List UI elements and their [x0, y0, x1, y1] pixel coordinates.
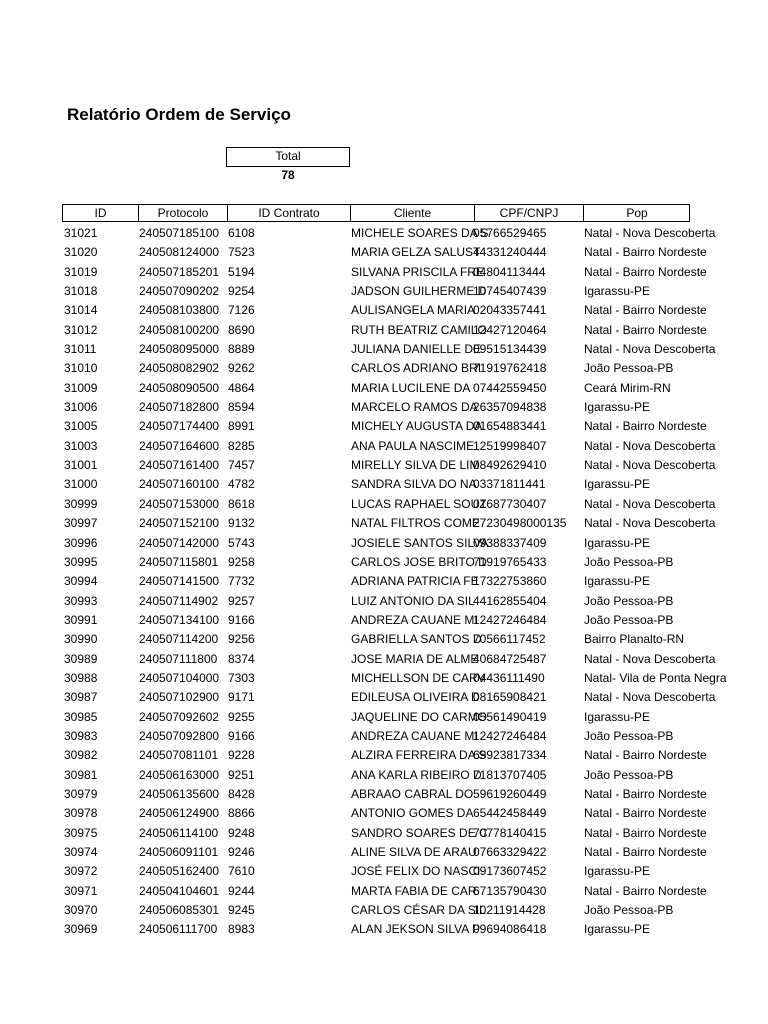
cell-protocolo: 240507111800	[139, 651, 218, 666]
cell-protocolo: 240508124000	[139, 245, 220, 260]
cell-protocolo: 240507092602	[139, 709, 220, 724]
table-row	[0, 534, 768, 553]
cell-cpf-cnpj: 70566117452	[473, 632, 546, 647]
cell-id: 31018	[64, 284, 98, 299]
cell-id: 31011	[64, 342, 97, 357]
cell-id: 31009	[64, 380, 98, 395]
cell-id-contrato: 9132	[228, 516, 255, 531]
cell-id: 31019	[64, 264, 98, 279]
cell-pop: Natal- Vila de Ponta Negra	[584, 670, 727, 685]
cell-cliente: ABRAAO CABRAL DO	[351, 786, 474, 801]
cell-cpf-cnpj: 09694086418	[473, 922, 547, 937]
cell-id: 30969	[64, 922, 98, 937]
cell-id-contrato: 9246	[228, 845, 255, 859]
cell-id-contrato: 7303	[228, 670, 255, 685]
cell-pop: João Pessoa-PB	[584, 767, 674, 782]
cell-id-contrato: 9257	[228, 593, 255, 608]
cell-protocolo: 240508090500	[139, 380, 220, 395]
cell-id: 30985	[64, 709, 98, 724]
cell-cpf-cnpj: 09388337409	[473, 535, 547, 550]
header-cliente: Cliente	[350, 205, 474, 221]
report-title: Relatório Ordem de Serviço	[67, 105, 291, 124]
table-row	[0, 862, 768, 881]
table-row	[0, 592, 768, 611]
cell-cliente: ADRIANA PATRICIA FE	[351, 574, 479, 589]
cell-protocolo: 240506091101	[139, 845, 219, 859]
cell-cpf-cnpj: 71919765433	[473, 554, 547, 569]
cell-id-contrato: 7523	[228, 245, 255, 260]
cell-id: 30981	[64, 767, 98, 782]
table-row	[0, 611, 768, 630]
cell-protocolo: 240507114200	[139, 632, 219, 647]
cell-cpf-cnpj: 09515134439	[473, 342, 547, 357]
cell-id: 31014	[64, 303, 98, 318]
cell-protocolo: 240507152100	[139, 516, 220, 531]
cell-protocolo: 240507141500	[139, 574, 220, 589]
table-row	[0, 804, 768, 823]
cell-protocolo: 240507081101	[139, 748, 219, 763]
cell-id-contrato: 9248	[228, 825, 255, 840]
table-row	[0, 456, 768, 475]
cell-cliente: MICHELE SOARES DA S	[351, 226, 489, 240]
cell-id: 30988	[64, 670, 98, 685]
cell-pop: Natal - Bairro Nordeste	[584, 322, 707, 337]
table-row	[0, 340, 768, 359]
cell-protocolo: 240507134100	[139, 612, 220, 627]
cell-cpf-cnpj: 40684725487	[473, 651, 547, 666]
cell-id: 30996	[64, 535, 98, 550]
cell-cliente: RUTH BEATRIZ CAMILO	[351, 322, 487, 337]
cell-cliente: MICHELY AUGUSTA DA	[351, 419, 483, 434]
cell-pop: Igarassu-PE	[584, 284, 651, 299]
table-row	[0, 766, 768, 785]
table-row	[0, 650, 768, 669]
cell-id: 31000	[64, 477, 98, 492]
cell-cpf-cnpj: 27230498000135	[473, 516, 567, 531]
cell-cliente: JOSIELE SANTOS SILVA	[351, 535, 489, 550]
table-row	[0, 843, 768, 862]
cell-id-contrato: 4864	[228, 380, 255, 395]
table-row	[0, 437, 768, 456]
cell-cliente: MARIA GELZA SALUST	[351, 245, 481, 260]
header-protocolo: Protocolo	[138, 205, 227, 221]
total-label: Total	[275, 149, 301, 163]
table-row	[0, 688, 768, 707]
table-row	[0, 379, 768, 398]
cell-cliente: JADSON GUILHERME D	[351, 284, 487, 299]
cell-cliente: CARLOS JOSE BRITO D	[351, 554, 487, 569]
cell-cpf-cnpj: 07663329422	[473, 845, 547, 859]
table-row	[0, 282, 768, 301]
cell-cpf-cnpj: 69923817334	[473, 748, 547, 763]
cell-protocolo: 240506114100	[139, 825, 219, 840]
cell-cliente: ANTONIO GOMES DA	[351, 806, 474, 821]
cell-cliente: EDILEUSA OLIVEIRA D	[351, 690, 480, 705]
cell-id: 30982	[64, 748, 98, 763]
cell-protocolo: 240507092800	[139, 728, 220, 743]
cell-pop: Natal - Bairro Nordeste	[584, 786, 707, 801]
cell-id-contrato: 8285	[228, 438, 255, 453]
cell-pop: Natal - Bairro Nordeste	[584, 845, 707, 859]
cell-protocolo: 240507114902	[139, 593, 219, 608]
cell-cliente: MARCELO RAMOS DA	[351, 400, 478, 415]
cell-pop: Ceará Mirim-RN	[584, 380, 671, 395]
cell-protocolo: 240507174400	[139, 419, 220, 434]
table-header	[62, 204, 690, 222]
cell-id: 30972	[64, 864, 98, 879]
cell-cpf-cnpj: 02043357441	[473, 303, 547, 318]
cell-cpf-cnpj: 44331240444	[473, 245, 547, 260]
cell-cliente: JULIANA DANIELLE DE	[351, 342, 482, 357]
cell-id: 30979	[64, 786, 98, 801]
cell-protocolo: 240507102900	[139, 690, 220, 705]
cell-protocolo: 240506111700	[139, 922, 218, 937]
cell-protocolo: 240507104000	[139, 670, 220, 685]
cell-cpf-cnpj: 05766529465	[473, 226, 547, 240]
cell-cliente: LUIZ ANTONIO DA SIL	[351, 593, 475, 608]
cell-pop: João Pessoa-PB	[584, 593, 674, 608]
cell-id-contrato: 7126	[228, 303, 255, 318]
cell-id: 30994	[64, 574, 98, 589]
cell-id-contrato: 8866	[228, 806, 255, 821]
cell-cpf-cnpj: 05561490419	[473, 709, 547, 724]
cell-cpf-cnpj: 59619260449	[473, 786, 547, 801]
cell-pop: Igarassu-PE	[584, 864, 651, 879]
cell-cliente: ANDREZA CAUANE MI	[351, 612, 478, 627]
cell-pop: Natal - Nova Descoberta	[584, 458, 716, 473]
cell-id-contrato: 5194	[228, 264, 255, 279]
cell-pop: Igarassu-PE	[584, 477, 651, 492]
cell-id-contrato: 9166	[228, 612, 255, 627]
table-row	[0, 224, 768, 243]
table-row	[0, 301, 768, 320]
cell-pop: Natal - Bairro Nordeste	[584, 264, 707, 279]
table-row	[0, 321, 768, 340]
cell-protocolo: 240507142000	[139, 535, 220, 550]
cell-protocolo: 240506135600	[139, 786, 220, 801]
cell-id-contrato: 9171	[228, 690, 255, 705]
cell-id-contrato: 6108	[228, 226, 255, 240]
cell-id-contrato: 8618	[228, 496, 255, 511]
cell-id: 30990	[64, 632, 98, 647]
cell-pop: Natal - Bairro Nordeste	[584, 748, 707, 763]
cell-cpf-cnpj: 12519998407	[473, 438, 547, 453]
cell-protocolo: 240507185201	[139, 264, 220, 279]
cell-pop: Natal - Nova Descoberta	[584, 342, 716, 357]
cell-id: 30999	[64, 496, 98, 511]
table-row	[0, 785, 768, 804]
cell-cliente: JOSÉ FELIX DO NASCI	[351, 864, 481, 879]
cell-id-contrato: 9166	[228, 728, 255, 743]
table-row	[0, 746, 768, 765]
cell-cliente: MICHELLSON DE CARV	[351, 670, 486, 685]
cell-pop: Igarassu-PE	[584, 922, 651, 937]
cell-cliente: SANDRA SILVA DO NA	[351, 477, 477, 492]
cell-protocolo: 240507160100	[139, 477, 220, 492]
cell-id-contrato: 9254	[228, 284, 255, 299]
table-row	[0, 727, 768, 746]
cell-id-contrato: 8374	[228, 651, 255, 666]
cell-id: 30974	[64, 845, 98, 859]
cell-cpf-cnpj: 65442458449	[473, 806, 547, 821]
table-row	[0, 669, 768, 688]
cell-pop: João Pessoa-PB	[584, 612, 674, 627]
cell-id-contrato: 7610	[228, 864, 255, 879]
cell-cpf-cnpj: 01654883441	[473, 419, 547, 434]
cell-cliente: AULISANGELA MARIA	[351, 303, 476, 318]
cell-protocolo: 240507185100	[139, 226, 220, 240]
cell-id: 30971	[64, 883, 98, 898]
cell-protocolo: 240506085301	[139, 903, 220, 918]
cell-id-contrato: 7732	[228, 574, 255, 589]
total-value: 78	[281, 168, 295, 182]
cell-id-contrato: 5743	[228, 535, 255, 550]
table-row	[0, 263, 768, 282]
table-row	[0, 630, 768, 649]
table-row	[0, 398, 768, 417]
cell-cliente: ALAN JEKSON SILVA P	[351, 922, 480, 937]
cell-id-contrato: 9244	[228, 883, 255, 898]
cell-cliente: ALZIRA FERREIRA DA S	[351, 748, 487, 763]
cell-protocolo: 240508095000	[139, 342, 220, 357]
table-row	[0, 553, 768, 572]
cell-protocolo: 240508100200	[139, 322, 220, 337]
cell-protocolo: 240506163000	[139, 767, 220, 782]
cell-id: 30970	[64, 903, 98, 918]
cell-id: 30975	[64, 825, 98, 840]
cell-pop: Natal - Bairro Nordeste	[584, 303, 707, 318]
cell-id-contrato: 8594	[228, 400, 255, 415]
cell-cpf-cnpj: 08165908421	[473, 690, 547, 705]
table-row	[0, 882, 768, 901]
cell-cpf-cnpj: 12427120464	[473, 322, 547, 337]
cell-cliente: NATAL FILTROS COME	[351, 516, 480, 531]
cell-pop: Natal - Bairro Nordeste	[584, 825, 707, 840]
cell-pop: Igarassu-PE	[584, 535, 651, 550]
cell-cpf-cnpj: 10211914428	[473, 903, 546, 918]
cell-cpf-cnpj: 07442559450	[473, 380, 547, 395]
cell-protocolo: 240507161400	[139, 458, 220, 473]
cell-pop: Igarassu-PE	[584, 574, 651, 589]
cell-pop: Natal - Bairro Nordeste	[584, 883, 707, 898]
cell-pop: Natal - Bairro Nordeste	[584, 806, 707, 821]
cell-id: 31005	[64, 419, 98, 434]
cell-id: 31003	[64, 438, 98, 453]
cell-pop: Natal - Nova Descoberta	[584, 226, 716, 240]
cell-cliente: ANA PAULA NASCIME	[351, 438, 475, 453]
cell-cpf-cnpj: 44162855404	[473, 593, 547, 608]
cell-pop: Natal - Nova Descoberta	[584, 516, 716, 531]
cell-pop: Natal - Nova Descoberta	[584, 690, 716, 705]
cell-cpf-cnpj: 08492629410	[473, 458, 547, 473]
cell-cpf-cnpj: 04804113444	[473, 264, 546, 279]
cell-cliente: SANDRO SOARES DE C	[351, 825, 488, 840]
cell-pop: Natal - Nova Descoberta	[584, 438, 716, 453]
cell-id: 31012	[64, 322, 98, 337]
cell-cpf-cnpj: 71919762418	[473, 361, 547, 376]
cell-protocolo: 240508082902	[139, 361, 220, 376]
cell-cpf-cnpj: 04436111490	[473, 670, 545, 685]
header-id: ID	[94, 206, 107, 220]
cell-id-contrato: 8991	[228, 419, 255, 434]
cell-id: 30989	[64, 651, 98, 666]
cell-cpf-cnpj: 09173607452	[473, 864, 547, 879]
cell-cliente: GABRIELLA SANTOS D	[351, 632, 482, 647]
table-row	[0, 514, 768, 533]
cell-cpf-cnpj: 71813707405	[473, 767, 547, 782]
cell-pop: João Pessoa-PB	[584, 554, 674, 569]
table-row	[0, 417, 768, 436]
cell-id: 30997	[64, 516, 98, 531]
cell-id-contrato: 7457	[228, 458, 255, 473]
cell-cliente: LUCAS RAPHAEL SOUZ	[351, 496, 487, 511]
cell-id-contrato: 9228	[228, 748, 255, 763]
cell-id-contrato: 9245	[228, 903, 255, 918]
cell-cliente: SILVANA PRISCILA FRE	[351, 264, 484, 279]
cell-cpf-cnpj: 67135790430	[473, 883, 547, 898]
cell-protocolo: 240507164600	[139, 438, 220, 453]
cell-cpf-cnpj: 10745407439	[473, 284, 547, 299]
table-row	[0, 824, 768, 843]
table-body	[0, 224, 768, 940]
table-row	[0, 475, 768, 494]
cell-pop: Igarassu-PE	[584, 400, 651, 415]
cell-id: 30987	[64, 690, 98, 705]
cell-cpf-cnpj: 12427246484	[473, 612, 547, 627]
cell-id-contrato: 9255	[228, 709, 255, 724]
cell-id-contrato: 9258	[228, 554, 255, 569]
cell-cliente: MARIA LUCILENE DA	[351, 380, 471, 395]
cell-pop: Natal - Nova Descoberta	[584, 496, 716, 511]
cell-id: 31006	[64, 400, 98, 415]
cell-cliente: MARTA FABIA DE CAR	[351, 883, 477, 898]
table-row	[0, 920, 768, 939]
cell-id: 30983	[64, 728, 98, 743]
header-id-contrato: ID Contrato	[227, 205, 350, 221]
cell-id: 31001	[64, 458, 98, 473]
table-row	[0, 572, 768, 591]
cell-cpf-cnpj: 12427246484	[473, 728, 547, 743]
cell-cliente: ALINE SILVA DE ARAU	[351, 845, 477, 859]
cell-cliente: ANA KARLA RIBEIRO D	[351, 767, 482, 782]
header-pop: Pop	[583, 205, 690, 221]
cell-protocolo: 240508103800	[139, 303, 220, 318]
cell-pop: Igarassu-PE	[584, 709, 651, 724]
table-row	[0, 708, 768, 727]
cell-cpf-cnpj: 70778140415	[473, 825, 547, 840]
cell-cliente: CARLOS CÉSAR DA SIL	[351, 903, 486, 918]
cell-cliente: MIRELLY SILVA DE LIM	[351, 458, 480, 473]
cell-cliente: CARLOS ADRIANO BRI	[351, 361, 482, 376]
cell-id-contrato: 9262	[228, 361, 255, 376]
cell-protocolo: 240504104601	[139, 883, 220, 898]
cell-id-contrato: 8983	[228, 922, 255, 937]
cell-id: 30995	[64, 554, 98, 569]
cell-id: 30993	[64, 593, 98, 608]
cell-protocolo: 240505162400	[139, 864, 220, 879]
cell-pop: Bairro Planalto-RN	[584, 632, 685, 647]
cell-cliente: JOSE MARIA DE ALME	[351, 651, 479, 666]
cell-cpf-cnpj: 03371811441	[473, 477, 546, 492]
cell-id: 31021	[64, 226, 98, 240]
header-cpf-cnpj: CPF/CNPJ	[474, 205, 583, 221]
cell-protocolo: 240507115801	[139, 554, 219, 569]
cell-pop: João Pessoa-PB	[584, 903, 674, 918]
cell-protocolo: 240506124900	[139, 806, 220, 821]
cell-cpf-cnpj: 26357094838	[473, 400, 547, 415]
cell-id-contrato: 8428	[228, 786, 255, 801]
cell-cliente: ANDREZA CAUANE MI	[351, 728, 478, 743]
cell-pop: João Pessoa-PB	[584, 361, 674, 376]
cell-id-contrato: 9256	[228, 632, 255, 647]
table-row	[0, 243, 768, 262]
table-row	[0, 359, 768, 378]
cell-protocolo: 240507153000	[139, 496, 220, 511]
cell-id: 31020	[64, 245, 98, 260]
cell-id: 31010	[64, 361, 98, 376]
cell-pop: Natal - Nova Descoberta	[584, 651, 716, 666]
cell-cpf-cnpj: 17322753860	[473, 574, 547, 589]
cell-pop: Natal - Bairro Nordeste	[584, 245, 707, 260]
cell-pop: Natal - Bairro Nordeste	[584, 419, 707, 434]
cell-pop: João Pessoa-PB	[584, 728, 674, 743]
cell-protocolo: 240507182800	[139, 400, 220, 415]
table-row	[0, 495, 768, 514]
cell-id-contrato: 9251	[228, 767, 255, 782]
cell-id: 30991	[64, 612, 98, 627]
total-label-box	[226, 147, 350, 167]
table-row	[0, 901, 768, 920]
cell-cliente: JAQUELINE DO CARMO	[351, 709, 488, 724]
cell-protocolo: 240507090202	[139, 284, 220, 299]
cell-id: 30978	[64, 806, 98, 821]
cell-cpf-cnpj: 01687730407	[473, 496, 547, 511]
cell-id-contrato: 8889	[228, 342, 255, 357]
cell-id-contrato: 8690	[228, 322, 255, 337]
cell-id-contrato: 4782	[228, 477, 255, 492]
